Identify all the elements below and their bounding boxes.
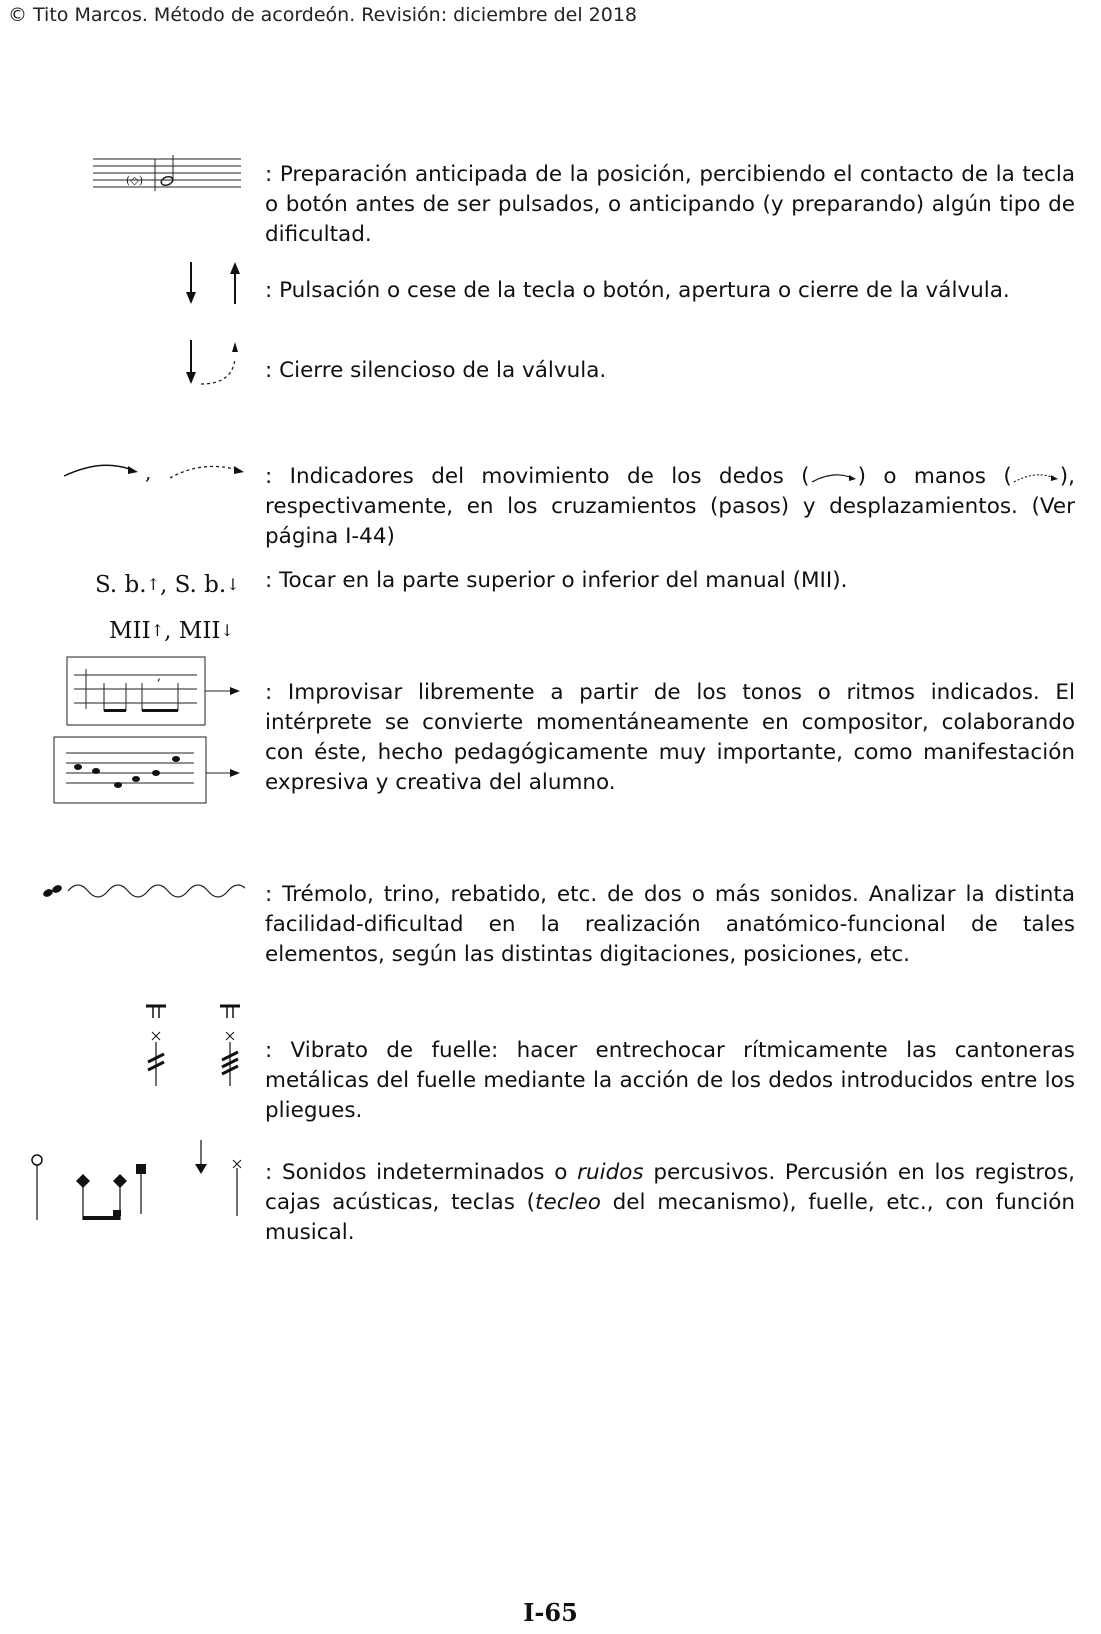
down-arrow-icon: ↓	[226, 575, 240, 594]
hand-arc-inline-icon	[1012, 470, 1060, 484]
entry-press-release: : Pulsación o cese de la tecla o botón, apertura o cierre de la válvula.	[265, 278, 1010, 303]
down-arrow-icon: ↓	[220, 621, 234, 640]
svg-text:ʼ: ʼ	[156, 677, 161, 693]
press-release-arrows-icon	[183, 260, 243, 310]
percussive-noise-symbols	[28, 1138, 253, 1228]
page-number: I-65	[523, 1598, 578, 1627]
entry-movement-indicators: : Indicadores del movimiento de los dedos ( ) o manos ( ), respectivamente, en los cruzamientos (pasos) y desplazamientos. (Ver página I-44)	[265, 464, 1075, 549]
page-header: © Tito Marcos. Método de acordeón. Revisión: diciembre del 2018	[8, 4, 638, 26]
entry-improvisation: : Improvisar libremente a partir de los tonos o ritmos indicados. El intérprete se convierte momentáneamente en compositor, colaborando con éste, hecho pedagógicamente muy importante, como manifestación expresiva y creativa del alumno.	[265, 680, 1075, 795]
improvisation-boxes-symbol	[52, 655, 247, 809]
up-arrow-icon: ↑	[150, 621, 165, 640]
entry-tremolo: : Trémolo, trino, rebatido, etc. de dos o más sonidos. Analizar la distinta facilidad-dificultad en la realización anatómico-funcional de tales elementos, según las distintas digitaciones, posiciones, etc.	[265, 882, 1075, 967]
entry-percussive-noises: : Sonidos indeterminados o ruidos percusivos. Percusión en los registros, cajas acústicas, teclas (tecleo del mecanismo), fuelle, etc., con función musical.	[265, 1160, 1075, 1245]
sb-down-label: S. b.	[174, 572, 227, 598]
anticipation-mark: (◇)	[126, 174, 144, 187]
entry-preparation: : Preparación anticipada de la posición, percibiendo el contacto de la tecla o botón antes de ser pulsados, o anticipando (y preparando) algún tipo de dificultad.	[265, 162, 1075, 247]
finger-arc-inline-icon	[810, 470, 858, 484]
silent-valve-close-icon	[183, 338, 243, 394]
up-arrow-icon: ↑	[146, 575, 160, 594]
arc-separator: ,	[145, 460, 152, 484]
mii-down-label: MII	[178, 618, 221, 644]
finger-hand-movement-arrows-icon	[62, 458, 247, 492]
entry-silent-close: : Cierre silencioso de la válvula.	[265, 358, 607, 383]
mii-row: MII↑, MII↓	[109, 618, 234, 644]
sb-row: S. b.↑, S. b.↓	[95, 572, 240, 598]
mii-up-label: MII	[109, 618, 151, 644]
tremolo-wavy-line-icon	[40, 875, 245, 909]
preparation-staff-symbol	[93, 155, 243, 199]
bellows-vibrato-icon	[140, 1002, 250, 1096]
manual-position-symbols	[95, 562, 240, 654]
entry-manual-position: : Tocar en la parte superior o inferior del manual (MII).	[265, 568, 848, 593]
entry-bellows-vibrato: : Vibrato de fuelle: hacer entrechocar rítmicamente las cantoneras metálicas del fuelle mediante la acción de los dedos introducidos entre los pliegues.	[265, 1038, 1075, 1123]
sb-up-label: S. b.	[95, 572, 147, 598]
